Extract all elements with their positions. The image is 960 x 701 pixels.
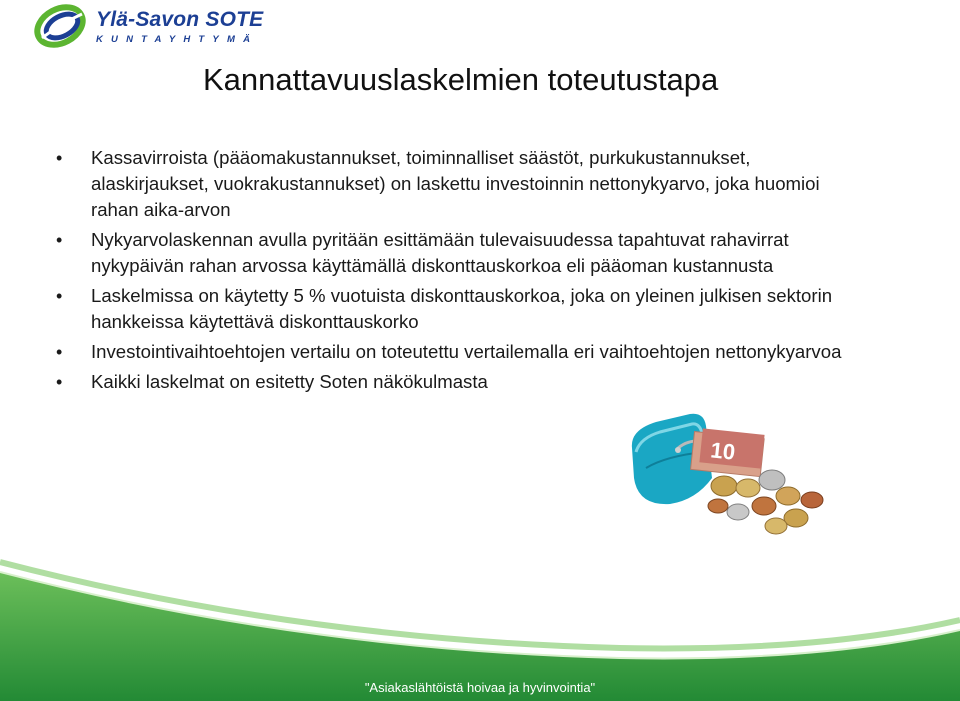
bullet-item <box>56 339 846 365</box>
footer-slogan: "Asiakaslähtöistä hoivaa ja hyvinvointia" <box>364 680 596 695</box>
organization-logo <box>34 4 274 48</box>
banknote-label: 10 <box>709 437 737 465</box>
bullet-item <box>56 369 846 395</box>
bullet-dot-icon: • <box>56 372 63 392</box>
logo-emblem-icon <box>34 4 90 48</box>
purse-with-coins-image <box>626 408 826 548</box>
bullet-item <box>56 227 846 279</box>
logo-name: Ylä-Savon SOTE <box>96 8 264 31</box>
bullet-text: Investointivaihtoehtojen vertailu on toteutettu vertailemalla eri vaihtoehtojen nettonykyarvoa <box>91 341 842 362</box>
bullet-text: Nykyarvolaskennan avulla pyritään esittämään tulevaisuudessa tapahtuvat rahavirrat nykypäivän rahan arvossa käyttämällä diskonttauskorkoa eli pääoman kustannusta <box>91 229 789 276</box>
bullet-item <box>56 283 846 335</box>
bullet-text: Kassavirroista (pääomakustannukset, toiminnalliset säästöt, purkukustannukset, alaskirjaukset, vuokrakustannukset) on laskettu investoinnin nettonykyarvo, joka huomioi rahan aika-arvon <box>91 147 820 220</box>
bullet-item <box>56 145 846 223</box>
footer-band <box>0 540 960 701</box>
bullet-dot-icon: • <box>56 342 63 362</box>
bullet-list <box>56 145 846 399</box>
logo-subtitle: KUNTAYHTYMÄ <box>96 34 259 45</box>
bullet-dot-icon: • <box>56 148 63 168</box>
bullet-dot-icon: • <box>56 230 63 250</box>
bullet-text: Laskelmissa on käytetty 5 % vuotuista diskonttauskorkoa, joka on yleinen julkisen sektorin hankkeissa käytettävä diskonttauskorko <box>91 285 833 332</box>
bullet-dot-icon: • <box>56 286 63 306</box>
slide-title: Kannattavuuslaskelmien toteutustapa <box>203 62 719 97</box>
bullet-text: Kaikki laskelmat on esitetty Soten näkökulmasta <box>91 371 488 392</box>
